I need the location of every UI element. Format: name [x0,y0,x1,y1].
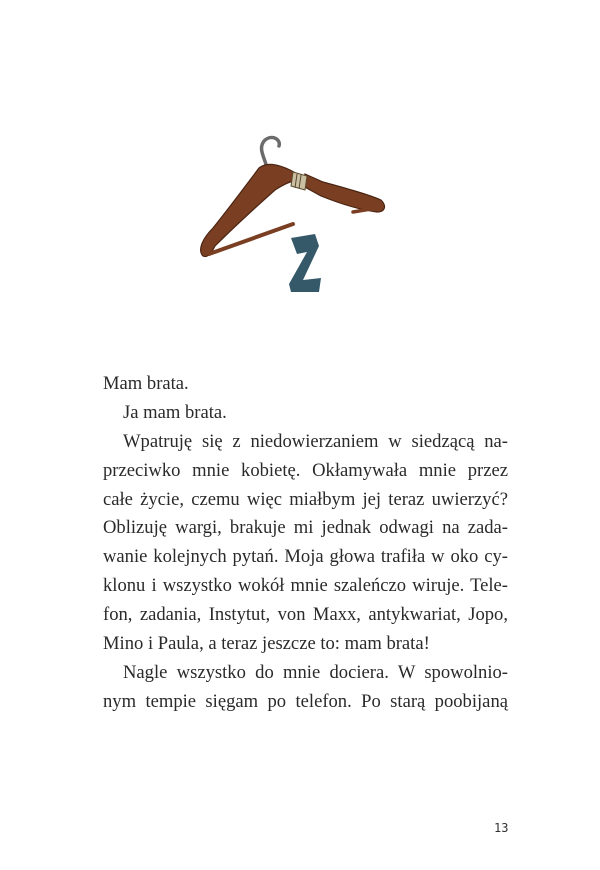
chapter-number [285,232,325,294]
body-text [103,370,508,717]
text-line: fon, zadania, Instytut, von Maxx, antykwariat, Jopo, [103,604,508,626]
text-line: klonu i wszystko wokół mnie szaleńczo wiruje. Tele- [103,575,508,597]
text-line: wanie kolejnych pytań. Moja głowa trafiła w oko cy- [103,546,508,568]
page-number: 13 [494,821,509,835]
text-line: Oblizuję wargi, brakuje mi jednak odwagi na zada- [103,517,508,539]
text-line: Mam brata. [103,373,189,394]
text-line: całe życie, czemu więc miałbym jej teraz uwierzyć? [103,488,508,510]
text-line: przeciwko mnie kobietę. Okłamywała mnie przez [103,459,508,481]
text-line: nym tempie sięgam po telefon. Po starą poobijaną [103,690,508,712]
text-line: Ja mam brata. [123,401,227,423]
text-line: Wpatruję się z niedowierzaniem w siedzącą na- [123,430,508,452]
text-line: Nagle wszystko do mnie dociera. W spowolnio- [123,661,508,683]
text-line: Mino i Paula, a teraz jeszcze to: mam brata! [103,633,430,655]
